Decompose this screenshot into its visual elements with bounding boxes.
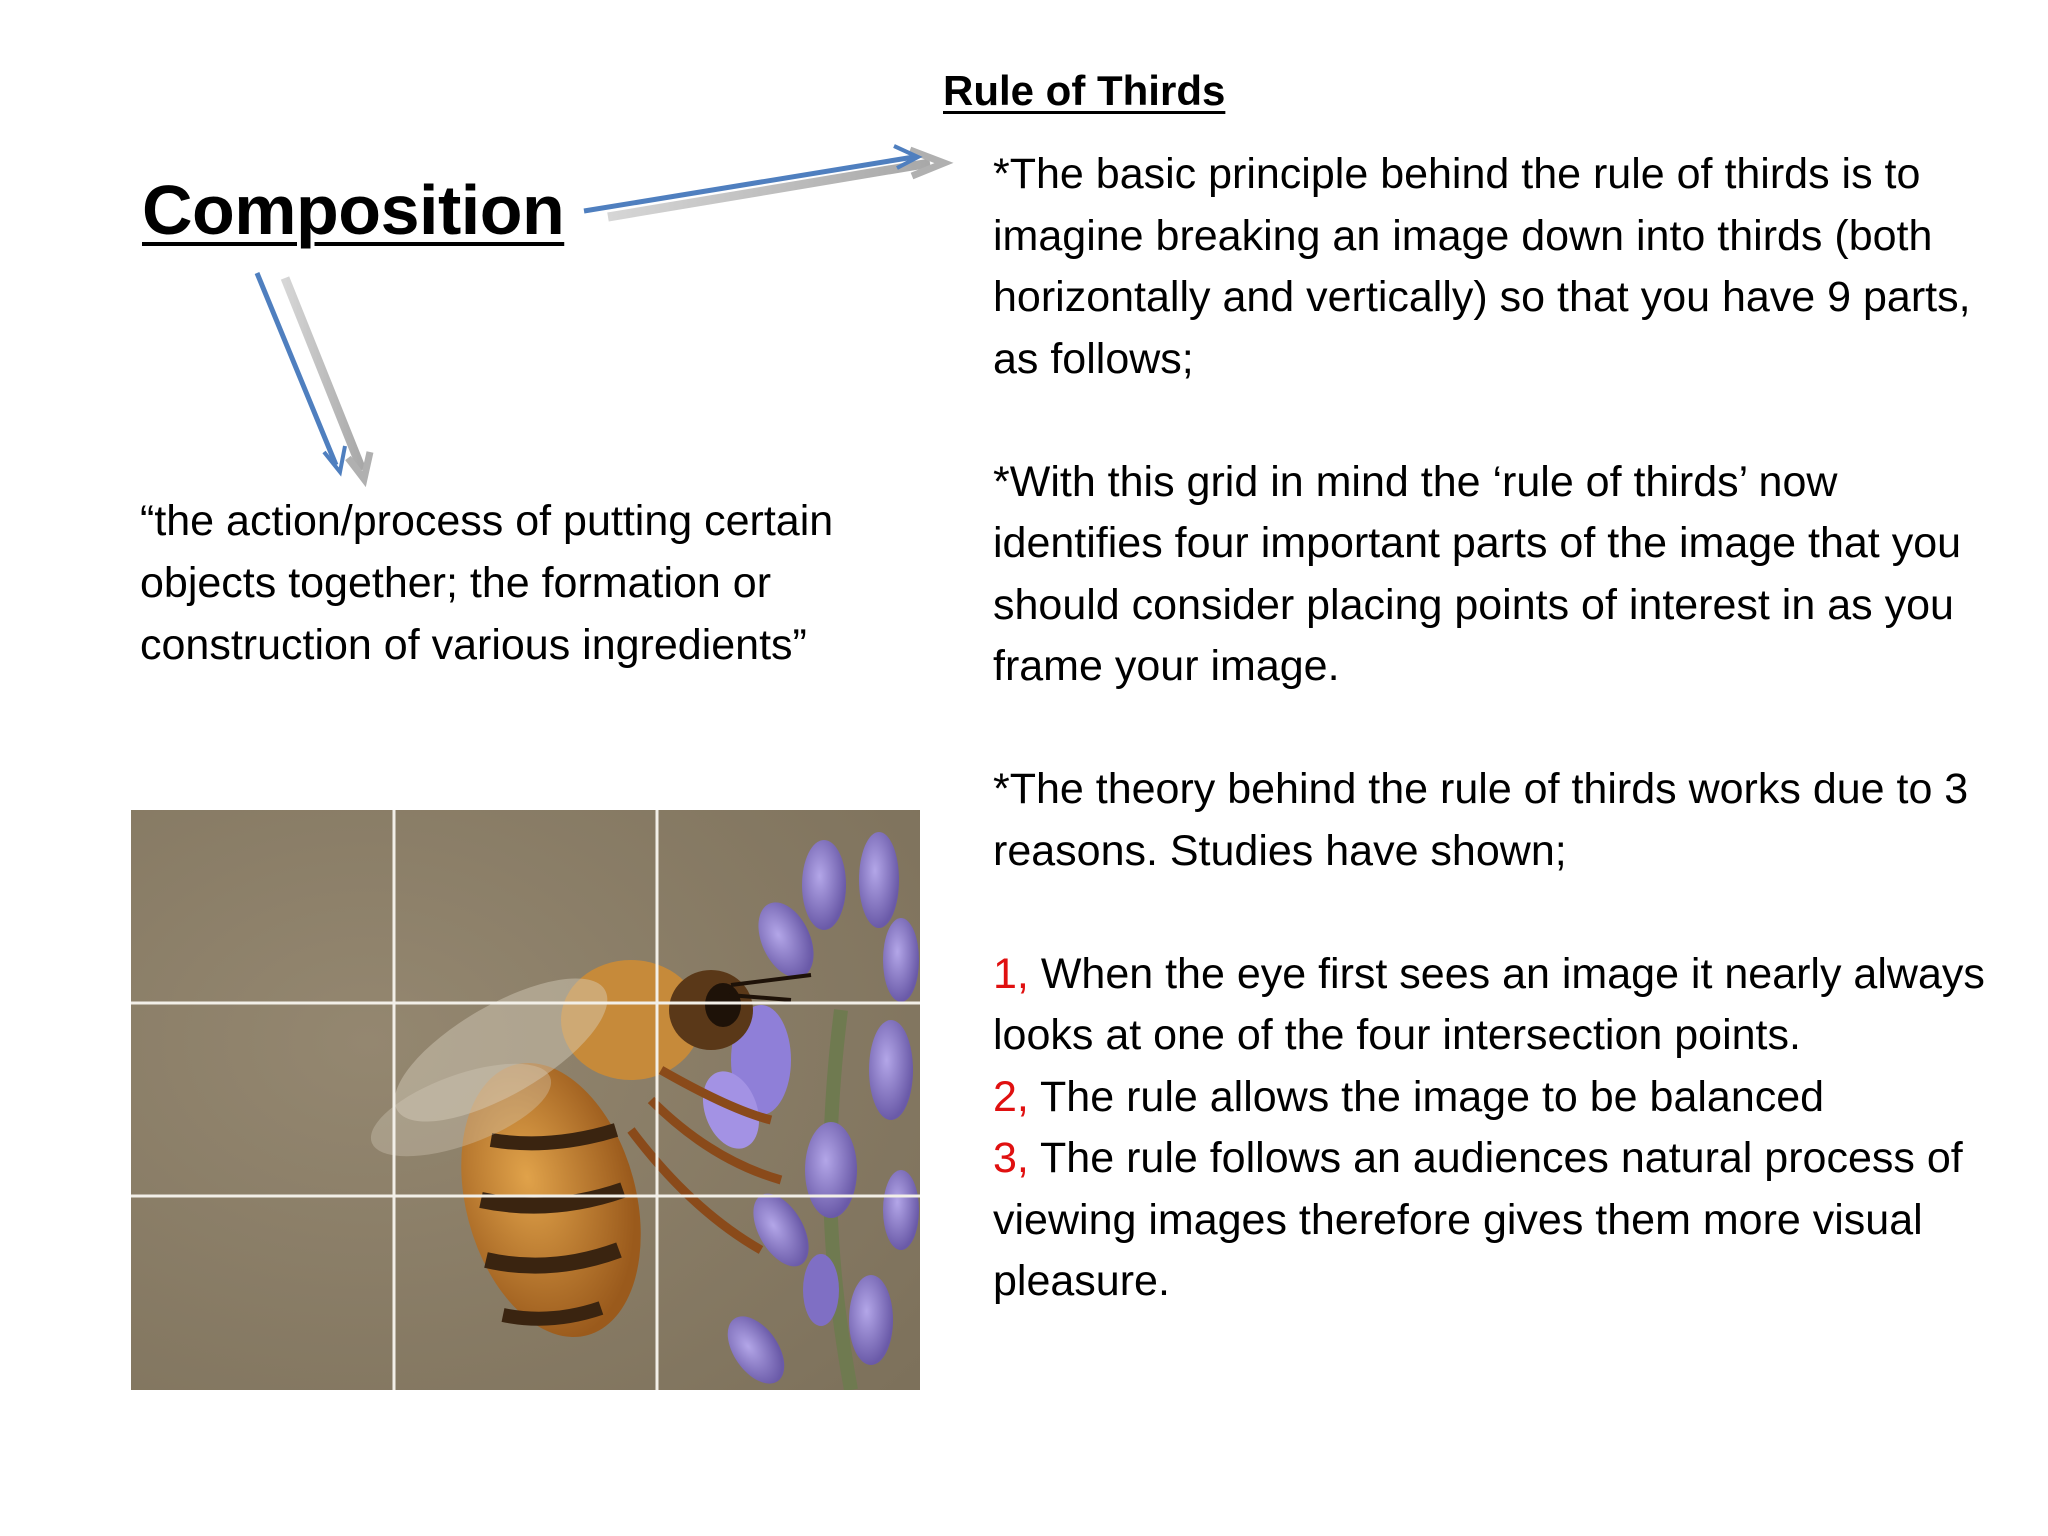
paragraph-grid-in-mind: *With this grid in mind the ‘rule of thirds’ now identifies four important parts of the image that you should consider placing points of interest in as you frame your image. bbox=[993, 457, 1962, 690]
reason-text: The rule follows an audiences natural process of viewing images therefore gives them more visual pleasure. bbox=[993, 1134, 1963, 1305]
reason-number: 1, bbox=[993, 949, 1029, 998]
reason-number: 3, bbox=[993, 1134, 1029, 1182]
section-heading: Rule of Thirds bbox=[943, 67, 1226, 114]
reason-item bbox=[993, 1128, 2013, 1313]
reason-text: The rule allows the image to be balanced bbox=[1028, 1072, 1825, 1121]
paragraph-basic-principle: *The basic principle behind the rule of thirds is to imagine breaking an image down into thirds (both horizontally and vertically) so that you have 9 parts, as follows; bbox=[993, 150, 1971, 383]
slide-title: Composition bbox=[142, 171, 565, 249]
reason-item bbox=[993, 944, 2013, 1067]
paragraph-theory: *The theory behind the rule of thirds works due to 3 reasons. Studies have shown; bbox=[993, 765, 1969, 875]
reason-text: When the eye first sees an image it nearly always looks at one of the four intersection points. bbox=[993, 949, 1985, 1059]
bee-photo-with-grid bbox=[131, 810, 920, 1390]
arrow-to-rule-of-thirds bbox=[584, 146, 944, 217]
rule-of-thirds-explanation bbox=[993, 144, 2013, 1313]
arrow-to-definition bbox=[257, 273, 370, 479]
reason-item bbox=[993, 1067, 2013, 1129]
composition-definition: “the action/process of putting certain objects together; the formation or construction of various ingredients” bbox=[140, 497, 834, 669]
reason-number: 2, bbox=[993, 1072, 1029, 1121]
